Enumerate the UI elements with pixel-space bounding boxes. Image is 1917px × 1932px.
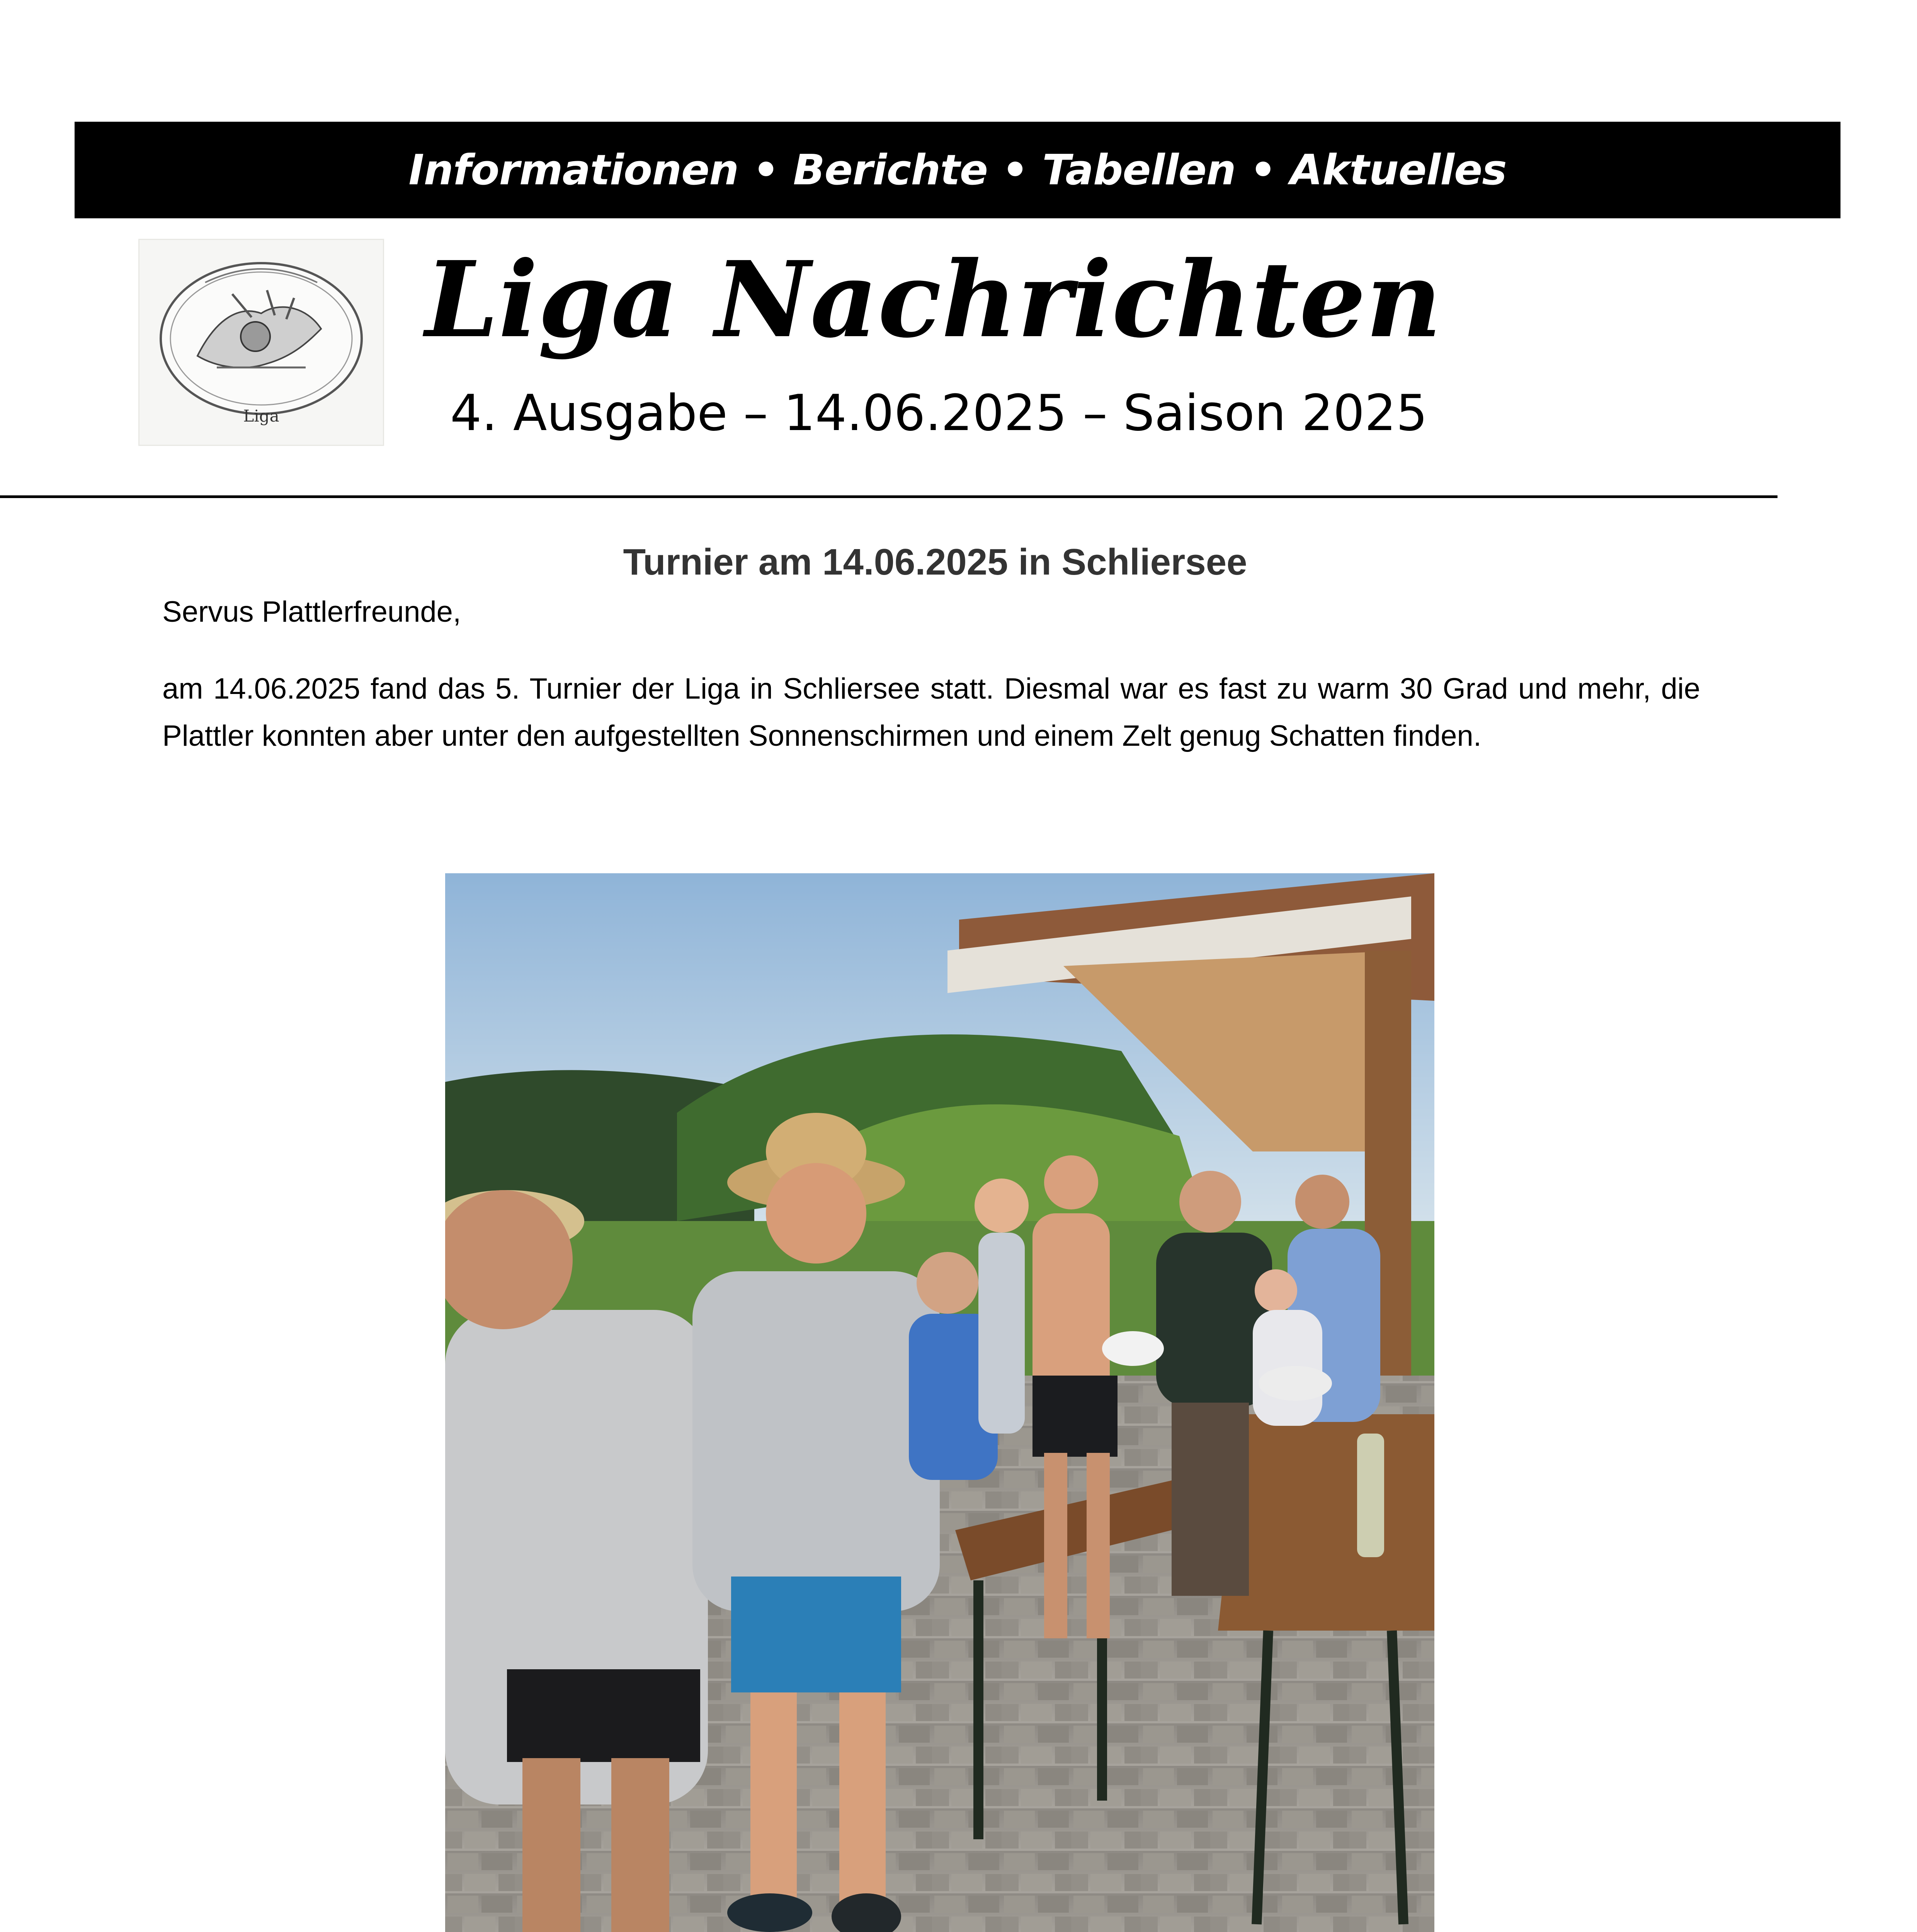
article-body: am 14.06.2025 fand das 5. Turnier der Liga in Schliersee statt. Diesmal war es fast zu warm 30 Grad und mehr, die Plattler konnten aber unter den aufgestellten Sonnenschirmen und einem Zelt genug Schatten finden. <box>162 672 1700 752</box>
article-title: Turnier am 14.06.2025 in Schliersee <box>623 541 1247 583</box>
newsletter-title: Liga Nachrichten <box>425 238 1442 361</box>
header-divider <box>0 495 1778 498</box>
league-logo <box>138 239 384 446</box>
article-greeting: Servus Plattlerfreunde, <box>162 595 461 628</box>
header-banner: Informationen • Berichte • Tabellen • Aktuelles <box>75 122 1840 218</box>
svg-text:Liga: Liga <box>243 406 279 425</box>
article-photo <box>445 873 1434 1932</box>
issue-line: 4. Ausgabe – 14.06.2025 – Saison 2025 <box>450 384 1428 442</box>
